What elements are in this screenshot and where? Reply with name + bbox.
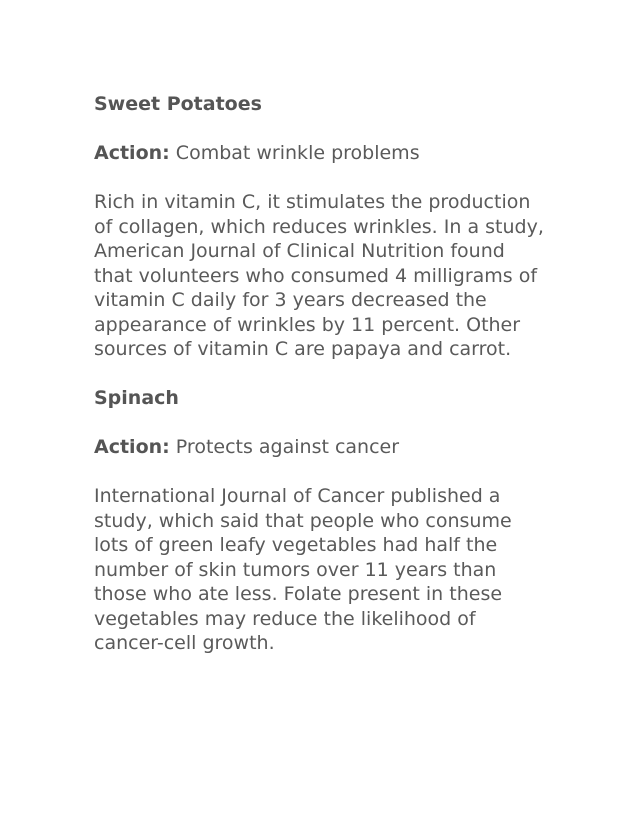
body-line: appearance of wrinkles by 11 percent. Other (94, 313, 521, 336)
body-line: that volunteers who consumed 4 milligrams of (94, 264, 538, 287)
document-page (94, 92, 594, 656)
body-paragraph (94, 484, 594, 656)
body-line: those who ate less. Folate present in these (94, 583, 503, 605)
action-text: Protects against cancer (175, 436, 400, 458)
body-line: American Journal of Clinical Nutrition found (94, 240, 505, 262)
section-title: Sweet Potatoes (94, 93, 262, 115)
action-line (94, 435, 594, 460)
body-line: number of skin tumors over 11 years than (94, 558, 497, 581)
body-line: of collagen, which reduces wrinkles. In a study, (94, 215, 544, 238)
section-title: Spinach (94, 387, 179, 409)
body-line: Rich in vitamin C, it stimulates the production (94, 191, 531, 213)
section-spinach (94, 386, 594, 656)
body-line: study, which said that people who consume (94, 509, 512, 532)
body-line: cancer-cell growth. (94, 632, 275, 654)
action-label: Action: (94, 142, 170, 164)
action-line (94, 141, 594, 166)
action-text: Combat wrinkle problems (175, 142, 420, 164)
body-line: vegetables may reduce the likelihood of (94, 607, 476, 630)
section-sweet-potatoes (94, 92, 594, 362)
body-line: International Journal of Cancer published a (94, 485, 501, 507)
action-label: Action: (94, 436, 170, 458)
body-line: sources of vitamin C are papaya and carrot. (94, 338, 512, 360)
body-line: lots of green leafy vegetables had half the (94, 534, 498, 556)
body-paragraph (94, 190, 594, 362)
body-line: vitamin C daily for 3 years decreased the (94, 289, 487, 311)
